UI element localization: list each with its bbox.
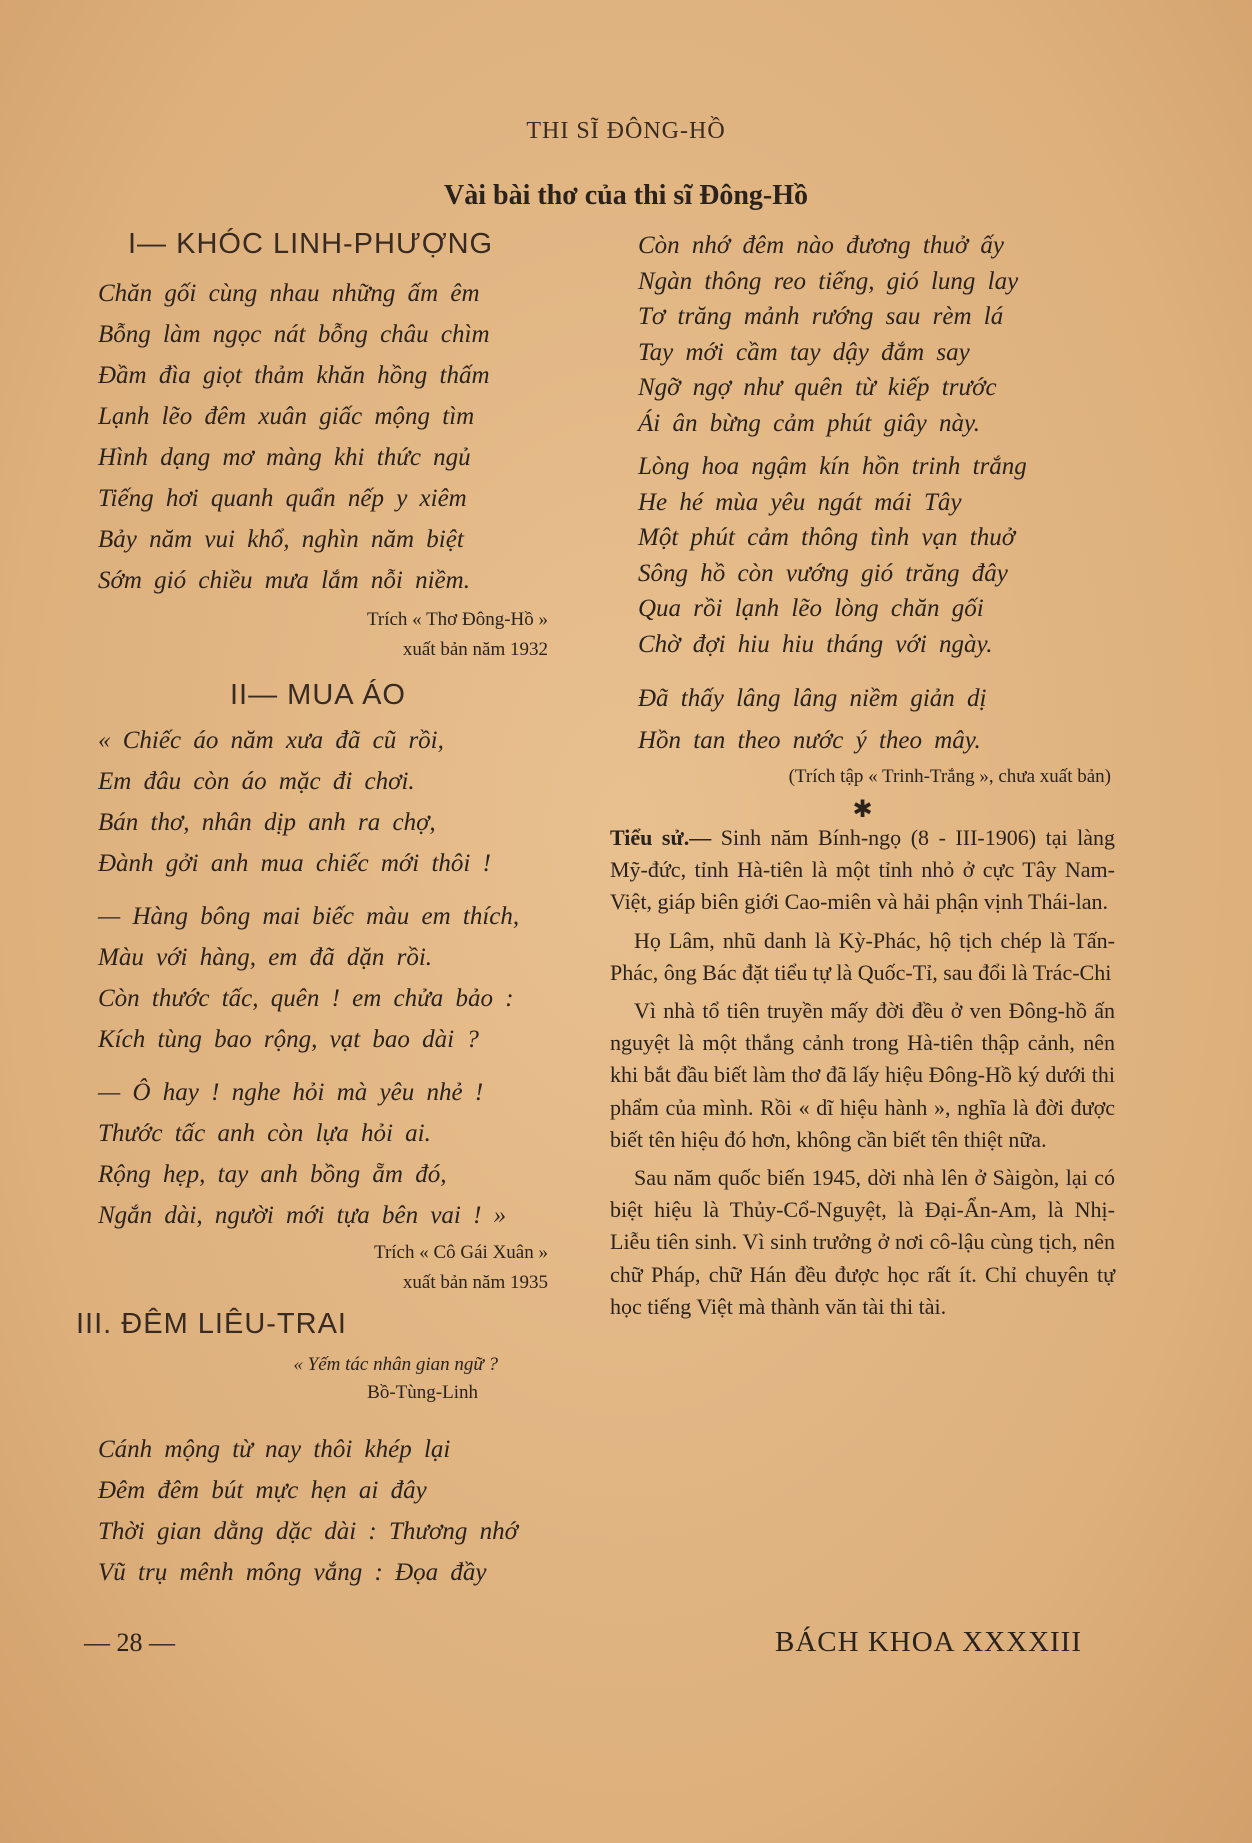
poem-3-line: Đã thấy lâng lâng niềm giản dị — [638, 685, 987, 712]
poem-2-line: Còn thước tấc, quên ! em chửa bảo : — [98, 985, 514, 1012]
poem-1-line: Hình dạng mơ màng khi thức ngủ — [98, 444, 471, 471]
poem-3-line: Ái ân bừng cảm phút giây này. — [638, 409, 980, 437]
poem-3-line: Sông hồ còn vướng gió trăng đây — [638, 559, 1008, 587]
poem-3-line: Chờ đợi hiu hiu tháng với ngày. — [638, 630, 993, 658]
left-column — [76, 228, 588, 1593]
poem-2-source: Trích « Cô Gái Xuân » — [374, 1242, 548, 1263]
poem-3-line: Còn nhớ đêm nào đương thuở ấy — [638, 232, 1005, 259]
poem-3-title: III. ĐÊM LIÊU-TRAI — [76, 1308, 347, 1340]
poem-3-epigraph: « Yếm tác nhân gian ngữ ? — [293, 1354, 498, 1375]
running-head: THI SĨ ĐÔNG-HỒ — [526, 118, 726, 144]
poem-3-epigraph-author: Bồ-Tùng-Linh — [367, 1382, 478, 1403]
poem-3-line: Một phút cảm thông tình vạn thuở — [638, 524, 1016, 551]
poem-2-line: Đành gởi anh mua chiếc mới thôi ! — [98, 850, 491, 877]
biography-paragraph: Vì nhà tổ tiên truyền mấy đời đều ở ven Đông-hồ ấn nguyệt là một thắng cảnh trong Hà-tiên thập cảnh, nên khi bắt đầu biết làm thơ đã lấy hiệu Đông-Hồ ký dưới thi phẩm của mình. Rồi « dĩ hiệu hành », nghĩa là đời được biết tên hiệu đó hơn, không cần biết tên thiệt nữa. — [610, 998, 1115, 1152]
right-column — [610, 228, 1115, 1329]
poem-1-line: Đầm đìa giọt thảm khăn hồng thấm — [98, 362, 490, 389]
section-title: Vài bài thơ của thi sĩ Đông-Hồ — [444, 180, 808, 211]
poem-2-line: « Chiếc áo năm xưa đã cũ rồi, — [98, 727, 444, 754]
biography-paragraph — [610, 822, 1115, 919]
poem-1-title: I— KHÓC LINH-PHƯỢNG — [128, 228, 494, 260]
page-number: — 28 — — [84, 1628, 175, 1657]
poem-1-line: Lạnh lẽo đêm xuân giấc mộng tìm — [98, 403, 475, 430]
poem-3-line: Lòng hoa ngậm kín hồn trinh trắng — [638, 453, 1027, 480]
poem-2-line: Rộng hẹp, tay anh bồng ẵm đó, — [98, 1161, 447, 1188]
poem-2-line: — Ô hay ! nghe hỏi mà yêu nhẻ ! — [98, 1079, 484, 1106]
poem-2-source-year: xuất bản năm 1935 — [402, 1272, 548, 1293]
poem-3-line: Ngỡ ngợ như quên từ kiếp trước — [638, 374, 997, 401]
poem-2-title: II— MUA ÁO — [230, 679, 406, 711]
magazine-name: BÁCH KHOA XXXXIII — [775, 1626, 1082, 1658]
poem-3-line: Tay mới cầm tay dậy đắm say — [638, 338, 970, 366]
poem-3-line: He hé mùa yêu ngát mái Tây — [638, 488, 962, 516]
poem-2-line: Em đâu còn áo mặc đi chơi. — [98, 768, 415, 795]
poem-3-line: Qua rồi lạnh lẽo lòng chăn gối — [638, 595, 984, 622]
poem-3-line: Thời gian dằng dặc dài : Thương nhớ — [98, 1518, 518, 1545]
biography-label: Tiểu sử.— — [610, 825, 712, 850]
biography-paragraph: Họ Lâm, nhũ danh là Kỳ-Phác, hộ tịch chép là Tấn-Phác, ông Bác đặt tiểu tự là Quốc-Tỉ, sau đổi là Trác-Chi — [610, 927, 1115, 985]
poem-3-source: (Trích tập « Trinh-Trắng », chưa xuất bản) — [788, 766, 1111, 787]
poem-2-line: Kích tùng bao rộng, vạt bao dài ? — [98, 1026, 479, 1053]
poem-1-source: Trích « Thơ Đông-Hồ » — [366, 609, 548, 630]
poem-1-line: Bỗng làm ngọc nát bỗng châu chìm — [98, 321, 490, 348]
poem-3-line: Đêm đêm bút mực hẹn ai đây — [98, 1477, 427, 1504]
poem-1-line: Bảy năm vui khổ, nghìn năm biệt — [98, 526, 464, 553]
poem-3-line: Ngàn thông reo tiếng, gió lung lay — [638, 267, 1019, 295]
poem-1-line: Tiếng hơi quanh quẩn nếp y xiêm — [98, 485, 467, 512]
poem-3-line: Vũ trụ mênh mông vắng : Đọa đầy — [98, 1559, 487, 1586]
poem-2-line: Màu với hàng, em đã dặn rồi. — [98, 944, 433, 971]
poem-1-line: Chăn gối cùng nhau những ấm êm — [98, 280, 480, 307]
poem-2-line: Thước tấc anh còn lựa hỏi ai. — [98, 1120, 431, 1147]
biography-paragraph: Sau năm quốc biến 1945, dời nhà lên ở Sàigòn, lại có biệt hiệu là Thủy-Cổ-Nguyệt, là Đại-Ẩn-Am, là Nhị-Liễu tiên sinh. Vì sinh trưởng ở nơi cô-lậu cùng tịch, nên chữ Pháp, chữ Hán đều được học rất ít. Chỉ chuyên tự học tiếng Việt mà thành văn tài thi tài. — [610, 1165, 1115, 1319]
poem-2-line: Ngắn dài, người mới tựa bên vai ! » — [98, 1202, 507, 1229]
poem-2-line: — Hàng bông mai biếc màu em thích, — [98, 903, 520, 930]
poem-3-line: Hồn tan theo nước ý theo mây. — [638, 727, 981, 754]
biography-text: Sinh năm Bính-ngọ (8 - III-1906) tại làng Mỹ-đức, tỉnh Hà-tiên là một tỉnh nhỏ ở cực Tây Nam-Việt, giáp biên giới Cao-miên và hải phận vịnh Thái-lan. — [610, 825, 1116, 915]
poem-3-line: Tơ trăng mảnh rướng sau rèm lá — [638, 303, 1004, 330]
poem-3-line: Cánh mộng từ nay thôi khép lại — [98, 1436, 451, 1463]
poem-2-line: Bán thơ, nhân dịp anh ra chợ, — [98, 809, 436, 836]
poem-1-line: Sớm gió chiều mưa lắm nỗi niềm. — [98, 567, 470, 594]
section-divider-star: ✱ — [852, 795, 873, 823]
poem-1-source-year: xuất bản năm 1932 — [402, 639, 548, 660]
